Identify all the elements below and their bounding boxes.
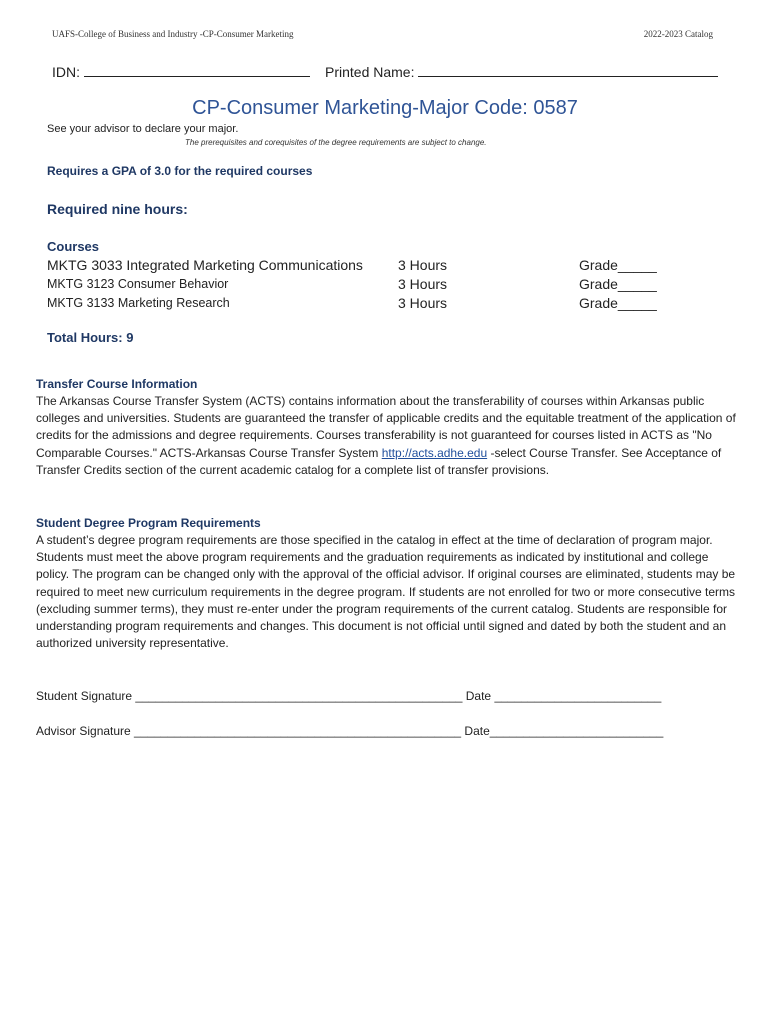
- course-name: MKTG 3123 Consumer Behavior: [47, 277, 229, 291]
- program-requirements-paragraph: A student’s degree program requirements are those specified in the catalog in effect at the time of declaration of program major. Students must meet the above program requirements and the graduation requirements as indicated by institutional and college policy. The program can be changed only with the approval of the official advisor. If original courses are eliminated, students may be required to meet new curriculum requirements in the degree program. If students are not enrolled for two or more consecutive terms (excluding summer terms), they must re-enter under the program requirements of the current catalog. Students are responsible for understanding program requirements and changes. This document is not official until signed and dated by both the student and an authorized university representative.: [36, 533, 736, 651]
- course-name: MKTG 3033 Integrated Marketing Communications: [47, 257, 363, 273]
- page-title: CP-Consumer Marketing-Major Code: 0587: [192, 97, 578, 119]
- acts-link[interactable]: http://acts.adhe.edu: [381, 445, 488, 460]
- course-grade[interactable]: Grade_____: [579, 295, 657, 311]
- idn-field[interactable]: [52, 64, 310, 80]
- transfer-heading: Transfer Course Information: [36, 377, 198, 391]
- printed-name-field[interactable]: [325, 64, 718, 80]
- program-requirements-heading: Student Degree Program Requirements: [36, 516, 261, 530]
- advisor-signature-line[interactable]: Advisor Signature _________________________________________________ Date__________________________: [36, 724, 664, 738]
- course-grade[interactable]: Grade_____: [579, 276, 657, 292]
- printed-name-blank-line: [418, 64, 718, 77]
- advisor-note: See your advisor to declare your major.: [47, 123, 239, 135]
- idn-label: IDN:: [52, 64, 80, 80]
- gpa-requirement: Requires a GPA of 3.0 for the required courses: [47, 164, 313, 178]
- page-header-right: 2022-2023 Catalog: [643, 29, 713, 39]
- courses-heading: Courses: [47, 239, 100, 254]
- course-hours: 3 Hours: [398, 276, 448, 292]
- idn-blank-line: [84, 64, 310, 77]
- required-hours-heading: Required nine hours:: [47, 201, 188, 217]
- total-hours: Total Hours: 9: [47, 330, 134, 345]
- course-hours: 3 Hours: [398, 295, 448, 311]
- course-grade[interactable]: Grade_____: [579, 257, 657, 273]
- student-signature-line[interactable]: Student Signature _________________________________________________ Date _________________________: [36, 689, 662, 703]
- transfer-text-after-link: -select Course Transfer. See Acceptance of Transfer Credits section of the current academic catalog for a complete list of transfer provisions.: [36, 445, 722, 477]
- transfer-text-before-link: The Arkansas Course Transfer System (ACTS) contains information about the transferability of courses within Arkansas public colleges and universities. Students are guaranteed the transfer of applicable credits and the equitable treatment of the application of credits for the admissions and degree requirements. Courses transferability is not guaranteed for courses listed in ACTS as "No Comparable Courses." ACTS-Arkansas Course Transfer System: [36, 394, 736, 460]
- page-header-left: UAFS-College of Business and Industry -CP-Consumer Marketing: [52, 29, 294, 39]
- course-name: MKTG 3133 Marketing Research: [47, 296, 230, 310]
- disclaimer: The prerequisites and corequisites of the degree requirements are subject to change.: [185, 138, 487, 147]
- course-hours: 3 Hours: [398, 257, 448, 273]
- printed-name-label: Printed Name:: [325, 64, 415, 80]
- transfer-paragraph: [36, 393, 736, 479]
